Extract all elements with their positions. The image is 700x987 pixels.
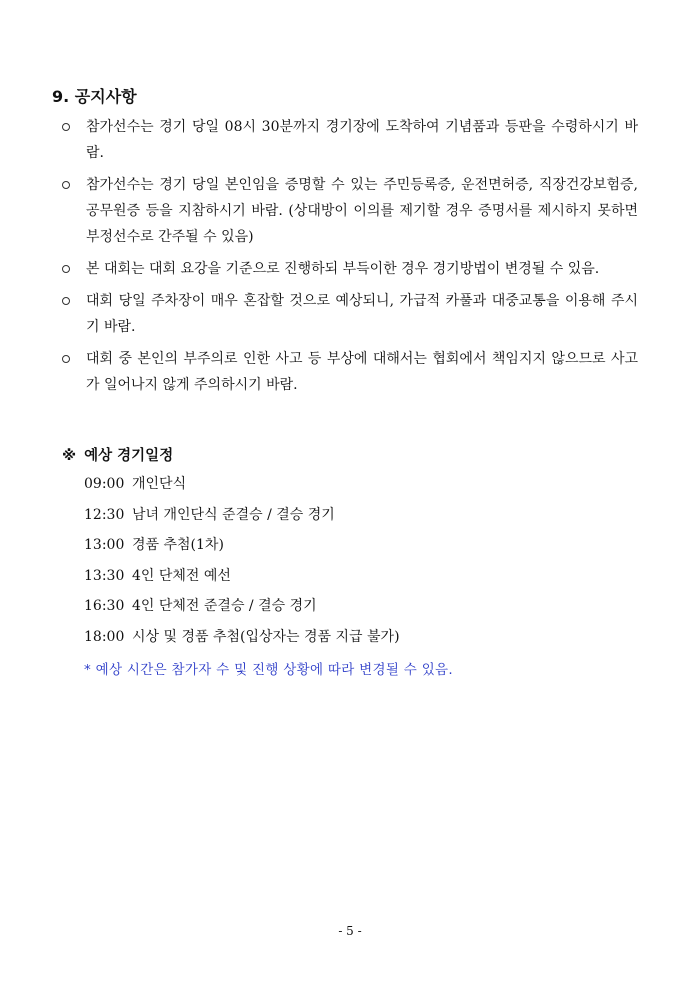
- schedule-heading-text: 예상 경기일정: [84, 448, 174, 464]
- circle-bullet-icon: [62, 265, 70, 273]
- circle-bullet-icon: [62, 123, 70, 131]
- schedule-row: [84, 566, 400, 597]
- circle-bullet-icon: [62, 355, 70, 363]
- schedule-row: [84, 535, 400, 566]
- notice-item: [58, 288, 638, 340]
- notice-text: 참가선수는 경기 당일 본인임을 증명할 수 있는 주민등록증, 운전면허증, 직장건강보험증, 공무원증 등을 지참하시기 바람. (상대방이 이의를 제기할 경우 증명서를 제시하지 못하면 부정선수로 간주될 수 있음): [86, 177, 638, 245]
- schedule-list: [84, 474, 400, 657]
- notice-text: 대회 중 본인의 부주의로 인한 사고 등 부상에 대해서는 협회에서 책임지지 않으므로 사고가 일어나지 않게 주의하시기 바람.: [86, 351, 638, 393]
- notices-section-title: 9. 공지사항: [52, 87, 137, 106]
- schedule-event: 4인 단체전 준결승 / 결승 경기: [132, 598, 317, 614]
- schedule-time: 09:00: [84, 476, 125, 492]
- schedule-time: 13:00: [84, 537, 125, 553]
- notice-item: [58, 346, 638, 398]
- notice-list: [58, 114, 638, 404]
- notice-item: [58, 256, 638, 282]
- schedule-time: 12:30: [84, 506, 125, 523]
- reference-mark-icon: ※: [62, 448, 77, 464]
- page-number: - 5 -: [338, 924, 362, 938]
- circle-bullet-icon: [62, 181, 70, 189]
- schedule-event: 경품 추첨(1차): [132, 537, 224, 553]
- schedule-event: 4인 단체전 예선: [132, 567, 231, 584]
- schedule-row: [84, 505, 400, 536]
- notice-text: 대회 당일 주차장이 매우 혼잡할 것으로 예상되니, 가급적 카풀과 대중교통을 이용해 주시기 바람.: [86, 293, 638, 335]
- notice-item: [58, 114, 638, 166]
- notice-text: 참가선수는 경기 당일 08시 30분까지 경기장에 도착하여 기념품과 등판을 수령하시기 바람.: [86, 119, 638, 161]
- schedule-row: [84, 596, 400, 627]
- schedule-time: 16:30: [84, 598, 125, 614]
- notice-item: [58, 172, 638, 250]
- schedule-row: [84, 627, 400, 658]
- schedule-time: 13:30: [84, 567, 125, 584]
- circle-bullet-icon: [62, 297, 70, 305]
- schedule-time: 18:00: [84, 628, 125, 645]
- schedule-event: 개인단식: [132, 476, 187, 492]
- schedule-event: 시상 및 경품 추첨(입상자는 경품 지급 불가): [132, 628, 400, 645]
- schedule-note: * 예상 시간은 참가자 수 및 진행 상황에 따라 변경될 수 있음.: [84, 662, 453, 678]
- schedule-event: 남녀 개인단식 준결승 / 결승 경기: [132, 506, 335, 523]
- notice-text: 본 대회는 대회 요강을 기준으로 진행하되 부득이한 경우 경기방법이 변경될 수 있음.: [86, 261, 600, 277]
- schedule-heading: [62, 444, 173, 465]
- schedule-row: [84, 474, 400, 505]
